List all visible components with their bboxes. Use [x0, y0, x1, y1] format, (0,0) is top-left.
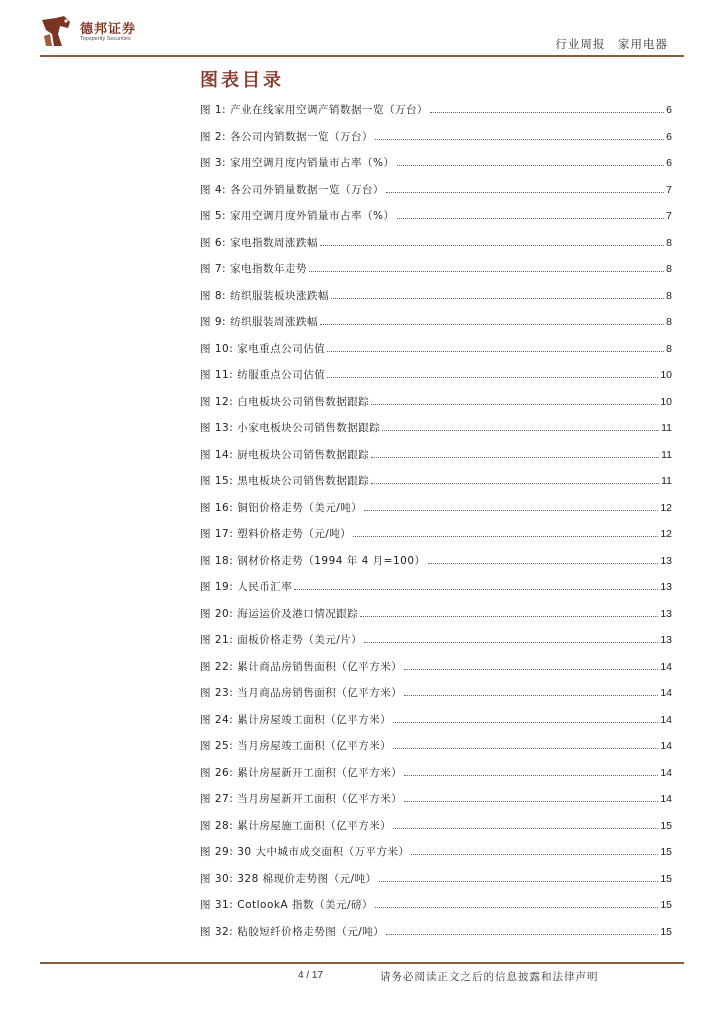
toc-entry[interactable] — [200, 685, 672, 712]
toc-figure-title: 累计房屋新开工面积（亿平方米） — [237, 766, 403, 779]
toc-figure-label: 图 9: — [200, 316, 227, 328]
toc-entry[interactable] — [200, 738, 672, 765]
toc-page-number: 10 — [660, 395, 672, 408]
toc-page-number: 8 — [666, 236, 672, 249]
toc-page-number: 15 — [660, 819, 672, 832]
toc-page-number: 6 — [666, 104, 672, 116]
toc-dot-leader — [397, 210, 665, 219]
toc-page-number: 15 — [660, 846, 672, 858]
toc-figure-title: 累计房屋竣工面积（亿平方米） — [237, 713, 392, 726]
toc-figure-label: 图 18: — [200, 554, 234, 567]
toc-entry[interactable] — [200, 420, 672, 447]
toc-figure-label: 图 8: — [200, 289, 227, 302]
toc-entry[interactable] — [200, 447, 672, 474]
toc-page-number: 11 — [661, 422, 672, 434]
toc-entry[interactable] — [200, 632, 672, 659]
toc-page-number: 14 — [660, 793, 672, 805]
toc-dot-leader — [320, 316, 664, 325]
section-title: 图表目录 — [200, 70, 284, 91]
toc-figure-title: 黑电板块公司销售数据跟踪 — [237, 475, 370, 487]
toc-dot-leader — [360, 608, 658, 617]
toc-figure-title: 30 大中城市成交面积（万平方米） — [237, 846, 410, 858]
toc-dot-leader — [386, 926, 658, 935]
toc-entry[interactable] — [200, 102, 672, 129]
toc-page-number: 14 — [660, 687, 672, 699]
toc-figure-title: 厨电板块公司销售数据跟踪 — [237, 448, 370, 461]
toc-dot-leader — [430, 104, 664, 113]
toc-entry[interactable] — [200, 314, 672, 341]
industry-name: 家用电器 — [618, 37, 668, 51]
toc-dot-leader — [379, 873, 659, 882]
toc-entry[interactable] — [200, 182, 672, 209]
toc-page-number: 8 — [666, 342, 672, 355]
toc-figure-label: 图 31: — [200, 899, 234, 911]
toc-page-number: 7 — [666, 210, 672, 222]
toc-figure-label: 图 2: — [200, 130, 227, 143]
toc-figure-label: 图 14: — [200, 448, 234, 461]
toc-figure-title: 各公司内销数据一览（万台） — [230, 130, 374, 143]
logo-text-cn: 德邦证券 — [80, 22, 137, 37]
toc-page-number: 14 — [660, 660, 672, 673]
toc-figure-label: 图 28: — [200, 819, 234, 832]
toc-page-number: 13 — [660, 581, 672, 593]
toc-entry[interactable] — [200, 129, 672, 156]
toc-dot-leader — [375, 899, 658, 908]
toc-entry[interactable] — [200, 579, 672, 606]
toc-dot-leader — [393, 740, 658, 749]
toc-page-number: 6 — [666, 130, 672, 143]
toc-entry[interactable] — [200, 500, 672, 527]
toc-entry[interactable] — [200, 526, 672, 553]
toc-dot-leader — [331, 290, 664, 299]
toc-dot-leader — [309, 263, 664, 272]
toc-page-number: 8 — [666, 263, 672, 275]
toc-dot-leader — [294, 581, 658, 590]
toc-entry[interactable] — [200, 712, 672, 739]
toc-dot-leader — [404, 661, 658, 670]
header-rule — [40, 55, 684, 57]
toc-figure-label: 图 17: — [200, 528, 234, 540]
toc-figure-label: 图 1: — [200, 104, 227, 116]
toc-page-number: 15 — [660, 925, 672, 938]
toc-dot-leader — [382, 422, 659, 431]
toc-entry[interactable] — [200, 473, 672, 500]
toc-figure-title: 粘胶短纤价格走势图（元/吨） — [237, 925, 385, 938]
toc-figure-label: 图 3: — [200, 157, 227, 169]
doc-type: 行业周报 — [555, 37, 606, 51]
toc-figure-label: 图 11: — [200, 369, 234, 381]
toc-dot-leader — [371, 475, 659, 484]
toc-entry[interactable] — [200, 341, 672, 368]
toc-entry[interactable] — [200, 791, 672, 818]
toc-entry[interactable] — [200, 367, 672, 394]
toc-dot-leader — [353, 528, 658, 537]
toc-entry[interactable] — [200, 235, 672, 262]
toc-dot-leader — [364, 502, 658, 511]
toc-page-number: 14 — [660, 713, 672, 726]
toc-entry[interactable] — [200, 394, 672, 421]
toc-dot-leader — [320, 237, 664, 246]
toc-dot-leader — [386, 184, 664, 193]
toc-entry[interactable] — [200, 261, 672, 288]
toc-page-number: 11 — [661, 475, 672, 487]
toc-figure-label: 图 25: — [200, 740, 234, 752]
page-indicator: 4 / 17 — [298, 970, 324, 981]
toc-figure-title: 塑料价格走势（元/吨） — [237, 528, 352, 540]
toc-figure-title: 纺服重点公司估值 — [237, 369, 326, 381]
toc-dot-leader — [411, 846, 658, 855]
toc-dot-leader — [371, 449, 659, 458]
toc-figure-title: 当月商品房销售面积（亿平方米） — [237, 687, 403, 699]
toc-figure-label: 图 12: — [200, 395, 234, 408]
toc-figure-title: 328 棉现价走势图（元/吨） — [237, 872, 377, 885]
toc-dot-leader — [371, 396, 658, 405]
toc-entry[interactable] — [200, 924, 672, 951]
toc-figure-label: 图 24: — [200, 713, 234, 726]
toc-dot-leader — [364, 634, 658, 643]
footer-rule — [40, 962, 684, 964]
toc-dot-leader — [404, 687, 658, 696]
toc-figure-label: 图 20: — [200, 607, 234, 620]
toc-figure-label: 图 23: — [200, 687, 234, 699]
toc-dot-leader — [397, 157, 665, 166]
toc-figure-title: 铜铝价格走势（美元/吨） — [237, 501, 363, 514]
toc-figure-label: 图 22: — [200, 660, 234, 673]
toc-page-number: 14 — [660, 740, 672, 752]
toc-figure-title: 纺织服装板块涨跌幅 — [230, 289, 330, 302]
toc-figure-title: 累计商品房销售面积（亿平方米） — [237, 660, 403, 673]
toc-dot-leader — [393, 820, 658, 829]
toc-entry[interactable] — [200, 765, 672, 792]
toc-entry[interactable] — [200, 818, 672, 845]
toc-figure-title: 纺织服装周涨跌幅 — [230, 316, 319, 328]
toc-page-number: 12 — [660, 501, 672, 514]
toc-entry[interactable] — [200, 844, 672, 871]
toc-entry[interactable] — [200, 155, 672, 182]
toc-figure-label: 图 32: — [200, 925, 234, 938]
toc-figure-title: 家电指数周涨跌幅 — [230, 236, 319, 249]
toc-figure-label: 图 19: — [200, 581, 234, 593]
toc-figure-title: 当月房屋新开工面积（亿平方米） — [237, 793, 403, 805]
toc-figure-title: 各公司外销量数据一览（万台） — [230, 183, 385, 196]
toc-dot-leader — [393, 714, 658, 723]
figure-toc-list — [200, 102, 672, 950]
toc-figure-title: 当月房屋竣工面积（亿平方米） — [237, 740, 392, 752]
toc-page-number: 8 — [666, 316, 672, 328]
toc-page-number: 13 — [660, 634, 672, 646]
toc-figure-label: 图 26: — [200, 766, 234, 779]
toc-dot-leader — [428, 555, 659, 564]
toc-page-number: 14 — [660, 766, 672, 779]
toc-page-number: 13 — [660, 607, 672, 620]
toc-figure-title: 家电重点公司估值 — [237, 342, 326, 355]
toc-figure-title: 面板价格走势（美元/片） — [237, 634, 363, 646]
toc-figure-title: CotlookA 指数（美元/磅） — [237, 899, 374, 911]
logo-text-en: Topsperity Securities — [80, 36, 131, 42]
toc-entry[interactable] — [200, 871, 672, 898]
toc-page-number: 8 — [666, 289, 672, 302]
toc-figure-label: 图 4: — [200, 183, 227, 196]
toc-entry[interactable] — [200, 659, 672, 686]
toc-figure-title: 家用空调月度外销量市占率（%） — [230, 210, 395, 222]
toc-dot-leader — [404, 767, 658, 776]
logo-mark-icon — [40, 14, 74, 48]
toc-figure-title: 小家电板块公司销售数据跟踪 — [237, 422, 381, 434]
toc-page-number: 15 — [660, 872, 672, 885]
toc-dot-leader — [375, 131, 664, 140]
toc-page-number: 15 — [660, 899, 672, 911]
toc-entry[interactable] — [200, 288, 672, 315]
toc-page-number: 10 — [660, 369, 672, 381]
toc-figure-label: 图 6: — [200, 236, 227, 249]
toc-figure-title: 家用空调月度内销量市占率（%） — [230, 157, 395, 169]
toc-page-number: 12 — [660, 528, 672, 540]
company-logo — [40, 14, 150, 48]
toc-figure-label: 图 30: — [200, 872, 234, 885]
toc-page-number: 11 — [661, 448, 672, 461]
toc-page-number: 6 — [666, 157, 672, 169]
toc-page-number: 7 — [666, 183, 672, 196]
toc-figure-label: 图 16: — [200, 501, 234, 514]
toc-figure-label: 图 5: — [200, 210, 227, 222]
toc-figure-title: 产业在线家用空调产销数据一览（万台） — [230, 104, 429, 116]
toc-figure-title: 白电板块公司销售数据跟踪 — [237, 395, 370, 408]
toc-entry[interactable] — [200, 553, 672, 580]
toc-entry[interactable] — [200, 208, 672, 235]
toc-entry[interactable] — [200, 897, 672, 924]
report-category — [555, 36, 668, 52]
toc-dot-leader — [404, 793, 658, 802]
toc-figure-label: 图 7: — [200, 263, 227, 275]
toc-figure-title: 累计房屋施工面积（亿平方米） — [237, 819, 392, 832]
toc-figure-label: 图 27: — [200, 793, 234, 805]
toc-figure-title: 人民币汇率 — [237, 581, 293, 593]
toc-dot-leader — [327, 369, 658, 378]
toc-figure-label: 图 15: — [200, 475, 234, 487]
toc-figure-title: 海运运价及港口情况跟踪 — [237, 607, 359, 620]
toc-figure-label: 图 21: — [200, 634, 234, 646]
toc-figure-label: 图 13: — [200, 422, 234, 434]
toc-figure-title: 钢材价格走势（1994 年 4 月=100） — [237, 554, 426, 567]
disclaimer-note: 请务必阅读正文之后的信息披露和法律声明 — [380, 971, 599, 983]
toc-dot-leader — [327, 343, 664, 352]
toc-figure-label: 图 10: — [200, 342, 234, 355]
toc-page-number: 13 — [660, 554, 672, 567]
toc-entry[interactable] — [200, 606, 672, 633]
toc-figure-label: 图 29: — [200, 846, 234, 858]
toc-figure-title: 家电指数年走势 — [230, 263, 308, 275]
